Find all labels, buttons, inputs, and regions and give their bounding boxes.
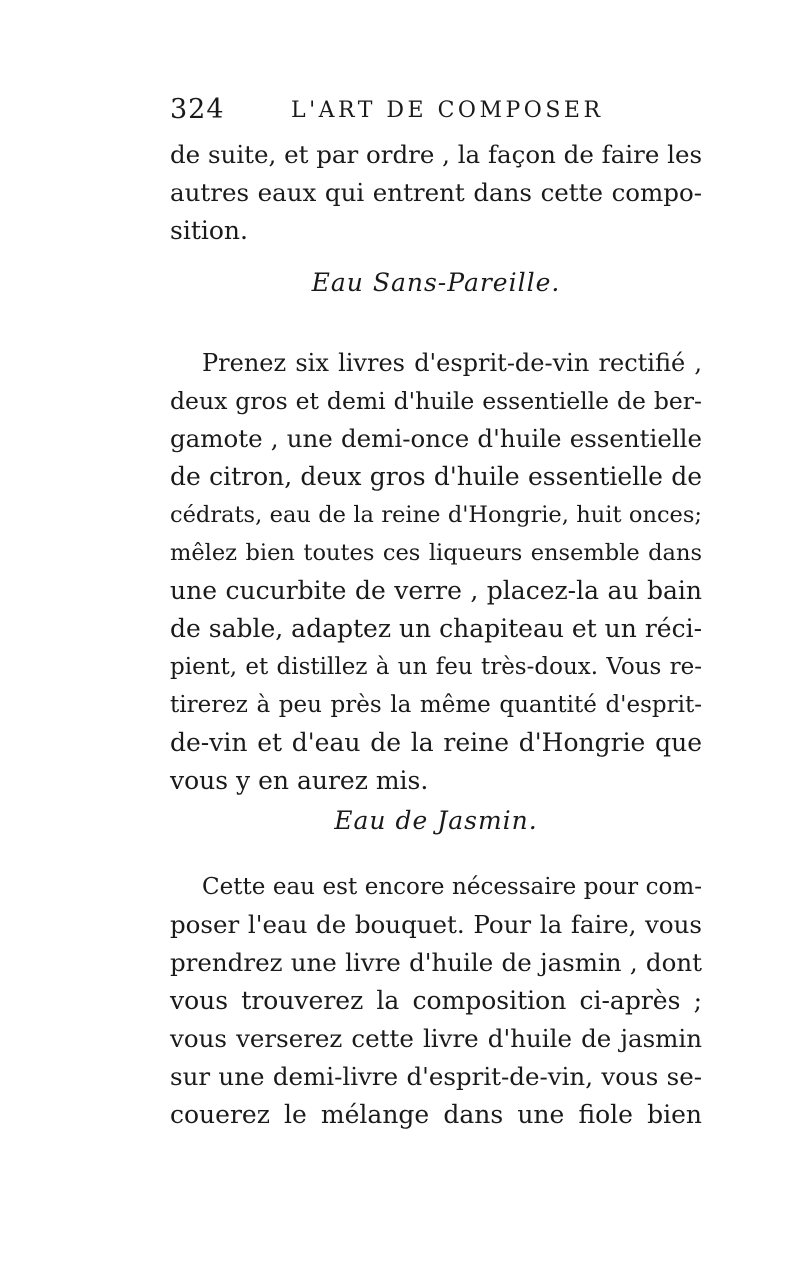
intro-paragraph bbox=[170, 136, 702, 250]
text-line: vous verserez cette livre d'huile de jasmin bbox=[170, 1024, 702, 1053]
text-line: vous trouverez la composition ci-après ; bbox=[170, 986, 702, 1015]
paragraph-eau-de-jasmin bbox=[170, 868, 702, 1134]
text-line: mêlez bien toutes ces liqueurs ensemble dans bbox=[170, 540, 702, 566]
text-line: gamote , une demi-once d'huile essentielle bbox=[170, 424, 702, 453]
text-line: de suite, et par ordre , la façon de faire les bbox=[170, 140, 703, 169]
running-title: L'ART DE COMPOSER bbox=[291, 98, 604, 123]
text-line: Prenez six livres d'esprit-de-vin rectifié , bbox=[202, 349, 702, 377]
section-heading-eau-de-jasmin: Eau de Jasmin. bbox=[334, 806, 538, 835]
section-heading-eau-sans-pareille: Eau Sans-Pareille. bbox=[311, 268, 561, 297]
paragraph-eau-sans-pareille bbox=[170, 344, 702, 800]
text-line: poser l'eau de bouquet. Pour la faire, vous bbox=[170, 910, 702, 939]
text-line: de sable, adaptez un chapiteau et un réci- bbox=[170, 614, 703, 643]
text-line: cédrats, eau de la reine d'Hongrie, huit onces; bbox=[170, 502, 702, 528]
page-header bbox=[170, 94, 700, 134]
text-line: vous y en aurez mis. bbox=[170, 766, 429, 795]
text-line: sition. bbox=[170, 216, 248, 245]
text-line: prendrez une livre d'huile de jasmin , dont bbox=[170, 948, 702, 977]
text-line: de-vin et d'eau de la reine d'Hongrie que bbox=[170, 728, 702, 757]
text-line: tirerez à peu près la même quantité d'esprit- bbox=[170, 692, 702, 718]
text-line: deux gros et demi d'huile essentielle de ber- bbox=[170, 387, 702, 415]
text-line: de citron, deux gros d'huile essentielle de bbox=[170, 462, 702, 491]
page-number: 324 bbox=[170, 94, 225, 125]
text-line: Cette eau est encore nécessaire pour com- bbox=[202, 874, 702, 900]
text-line: pient, et distillez à un feu très-doux. Vous re- bbox=[170, 654, 702, 680]
text-line: sur une demi-livre d'esprit-de-vin, vous se- bbox=[170, 1062, 702, 1091]
text-line: une cucurbite de verre , placez-la au bain bbox=[170, 576, 702, 605]
text-line: autres eaux qui entrent dans cette compo- bbox=[170, 178, 702, 207]
text-line: couerez le mélange dans une fiole bien bbox=[170, 1100, 702, 1129]
